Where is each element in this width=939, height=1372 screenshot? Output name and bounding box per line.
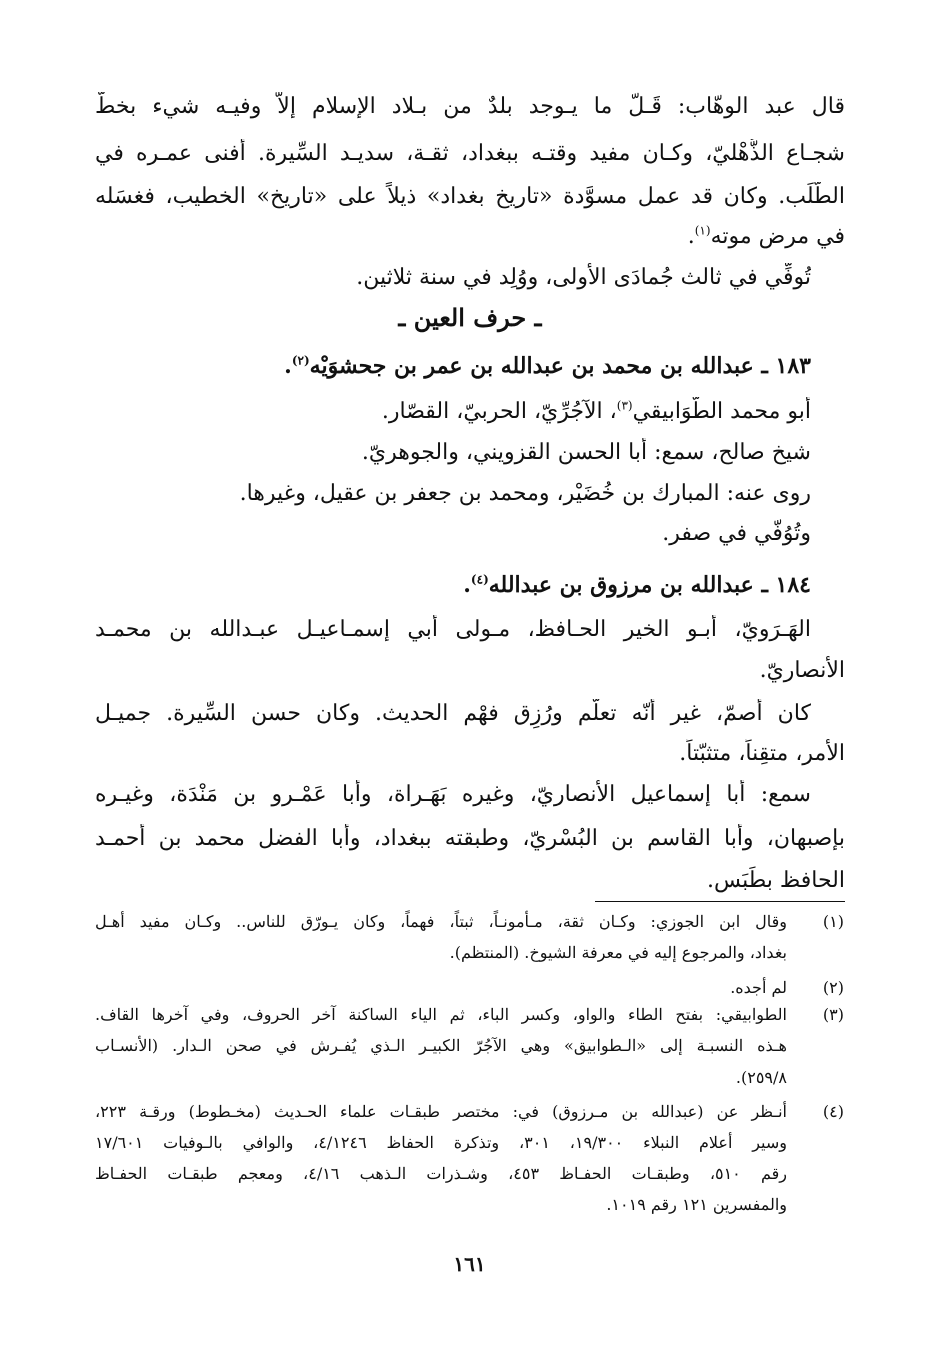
footnote-line: هـذه النسبـة إلى «الـطوابيق» وهي الآجُرّ الكبيـر الـذي يُفـرش في صحن الـدار. (الأنسـاب [95, 1036, 787, 1055]
footnote-line: رقم ٥١٠، وطبقـات الحفـاظ ٤٥٣، وشـذرات الـذهب ٤/١٦، ومعجم طبقـات الحفـاظ [95, 1164, 787, 1183]
footnote-line: أنـظر عن (عبدالله بن مـرزوق) في: مختصر طبقـات علماء الحـديث (مخـطوط) ورقـة ٢٢٣، [95, 1102, 787, 1121]
footnote-line: ٢٥٩/٨). [735, 1068, 787, 1087]
footnote-number: (٣) [822, 1005, 844, 1024]
body-line: الطَّلَب. وكان قد عمل مسوَّدة «تاريخ بغداد» ذيلاً على «تاريخ» الخطيب، فغسَله [95, 184, 845, 209]
entry-line: وتُوُفّي في صفر. [662, 521, 811, 546]
footnote-line: وقال ابن الجوزي: وكـان ثقة، مـأمونـاً، ثبتاً، فهماً، وكان يـورّق للناس.. وكـان مفيد أهـل [95, 912, 787, 931]
footnote-separator [595, 901, 845, 902]
footnote-number: (٤) [822, 1102, 844, 1121]
section-heading: ـ حرف العين ـ [398, 303, 542, 332]
footnote-line: الطوابيقي: بفتح الطاء والواو، وكسر الباء، ثم الياء الساكنة آخر الحروف، وفي آخرها القاف. [95, 1005, 787, 1024]
body-line-text: في مرض موته [710, 224, 845, 249]
footnote-line: بغداد، والمرجوع إليه في معرفة الشيوخ. (المنتظم). [449, 943, 787, 962]
entry-title-text: ١٨٣ ـ عبدالله بن محمد بن عبدالله بن عمر بن جحشوَيْه [309, 353, 811, 379]
entry-title: ١٨٣ ـ عبدالله بن محمد بن عبدالله بن عمر بن جحشوَيْه$^{(٢)}$. [284, 353, 811, 379]
entry-line-text: ، الآجُرِّيّ، الحربيّ، القصّار. [381, 399, 617, 424]
entry-line: شيخ صالح، سمع: أبا الحسن القزويني، والجوهريّ. [361, 440, 811, 465]
entry-title-text: ١٨٤ ـ عبدالله بن مرزوق بن عبدالله [488, 572, 811, 598]
entry-line: بإصبهان، وأبا القاسم بن البُسْريّ، وطبقته ببغداد، وأبا الفضل محمد بن أحمـد [95, 826, 845, 851]
footnote-ref[interactable]: (١) [694, 223, 711, 238]
page-number: ١٦١ [453, 1252, 486, 1276]
footnote-ref[interactable]: (٢) [291, 353, 310, 368]
body-line: قال عبد الوهّاب: قَـلّ ما يـوجد بلدٌ من بـلاد الإسلام إلاّ وفيـه شيء بخطّ [95, 94, 845, 119]
entry-line: الحافظ بطَبَس. [707, 868, 845, 893]
body-line: تُوفِّي في ثالث جُمادَى الأولى، ووُلِد في سنة ثلاثين. [356, 265, 811, 290]
body-line: في مرض موته$^{(١)}$. [687, 223, 845, 249]
footnote-number: (١) [822, 912, 844, 931]
footnote-ref[interactable]: (٣) [616, 398, 633, 413]
entry-line-text: أبو محمد الطَّوَابيقي [632, 399, 811, 424]
footnote-line: وسير أعلام النبلاء ١٩/٣٠٠، ٣٠١، وتذكرة الحفاظ ٤/١٢٤٦، والوافي بالـوفيات ١٧/٦٠١ [95, 1133, 787, 1152]
footnote-line: لم أجده. [730, 978, 787, 997]
entry-line: كان أصمّ، غير أنّه تعلَّم ورُزِق فهْم الحديث. وكان حسن السِّيرة. جميـل [95, 701, 811, 726]
entry-line: سمع: أبا إسماعيل الأنصاريّ، وغيره بَهَـراة، وأبا عَمْـرو بن مَنْدَة، وغيـره [95, 782, 811, 807]
body-line: شجـاع الذُّهْليّ، وكـان مفيد وقتـه ببغداد، ثقـة، سديـد السِّيرة. أفنى عمـره في [95, 141, 845, 166]
footnote-line: والمفسرين ١٢١ رقم ١٠١٩. [606, 1195, 787, 1214]
entry-line: روى عنه: المبارك بن خُضَيْر، ومحمد بن جعفر بن عقيل، وغيرها. [239, 481, 811, 506]
footnote-number: (٢) [822, 978, 844, 997]
entry-line: الأمر، متقِناً، متثبّتاً. [679, 741, 845, 766]
entry-title: ١٨٤ ـ عبدالله بن مرزوق بن عبدالله$^{(٤)}$. [463, 572, 811, 598]
entry-line [95, 397, 811, 427]
entry-line: الأنصاريّ. [759, 658, 845, 683]
entry-line: الهَـرَويّ، أبـو الخير الحـافظ، مـولى أبي إسمـاعيـل عبـدالله بن محمـد [95, 617, 811, 642]
footnote-ref[interactable]: (٤) [470, 572, 489, 587]
